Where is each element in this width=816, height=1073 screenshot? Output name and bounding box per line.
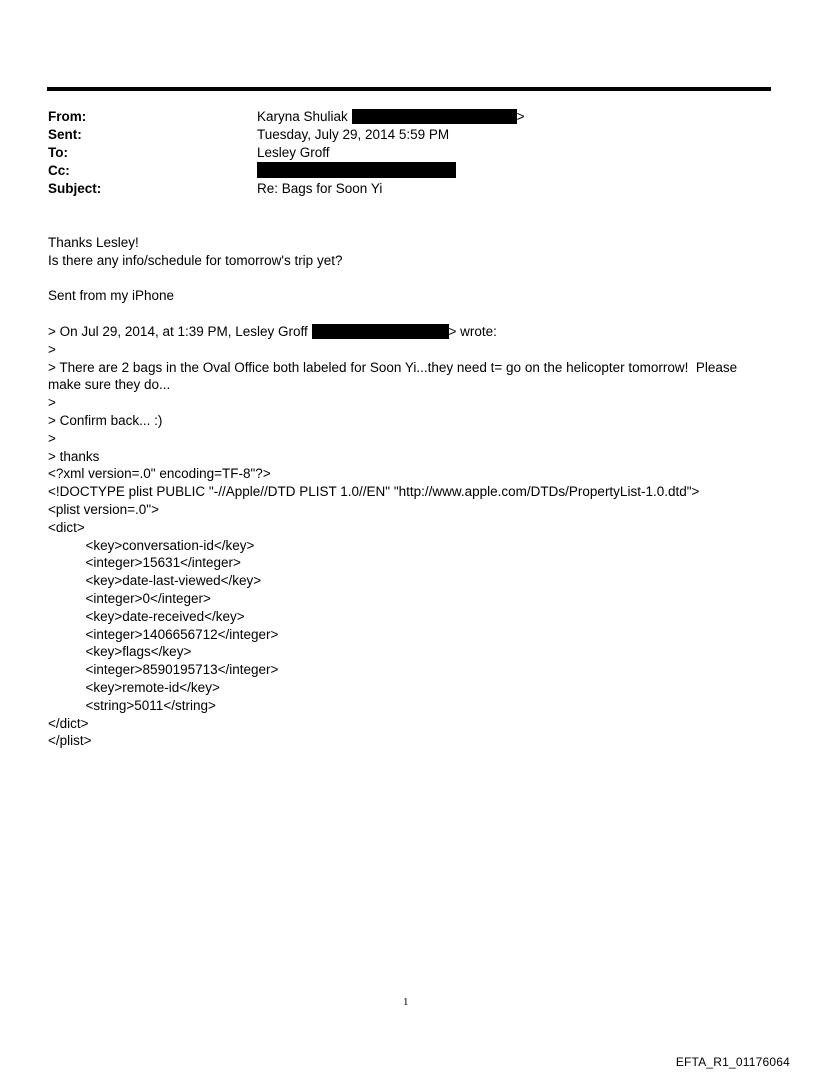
from-label: From: xyxy=(48,109,87,124)
from-value xyxy=(257,108,524,126)
quote-line: > xyxy=(48,430,56,446)
subject-row xyxy=(48,180,768,198)
signature: Sent from my iPhone xyxy=(48,288,175,304)
sent-label: Sent: xyxy=(48,127,82,142)
greeting: Thanks Lesley! xyxy=(48,235,139,250)
xml-line: </dict> xyxy=(48,715,89,731)
quote-line: > xyxy=(48,395,56,411)
question: Is there any info/schedule for tomorrow's trip yet? xyxy=(48,252,343,268)
blank-line xyxy=(48,270,768,288)
quote-intro-suffix: > wrote: xyxy=(448,323,497,339)
from-name: Karyna Shuliak xyxy=(257,109,348,124)
page-number: 1 xyxy=(403,996,409,1008)
subject-label: Subject: xyxy=(48,181,102,196)
from-row xyxy=(48,108,768,126)
quote-line: > Confirm back... :) xyxy=(48,412,163,428)
to-label: To: xyxy=(48,145,68,160)
quote-line: > xyxy=(48,341,56,357)
xml-line: <integer>15631</integer> xyxy=(48,555,241,571)
sent-value: Tuesday, July 29, 2014 5:59 PM xyxy=(257,127,450,142)
xml-line: <key>remote-id</key> xyxy=(48,679,220,695)
xml-line: <key>date-last-viewed</key> xyxy=(48,573,262,589)
email-header xyxy=(48,108,768,198)
to-value: Lesley Groff xyxy=(257,145,330,160)
sent-row xyxy=(48,126,768,144)
cc-label: Cc: xyxy=(48,163,70,178)
xml-line: <dict> xyxy=(48,519,85,535)
redaction-block xyxy=(257,162,456,178)
xml-line: <key>conversation-id</key> xyxy=(48,537,255,553)
quote-intro-prefix: > On Jul 29, 2014, at 1:39 PM, Lesley Groff xyxy=(48,323,312,339)
email-body xyxy=(48,234,768,750)
from-suffix: > xyxy=(516,109,525,124)
quote-line: > thanks xyxy=(48,448,100,464)
redaction-block xyxy=(312,324,449,339)
xml-line: <key>flags</key> xyxy=(48,644,192,660)
xml-line: <plist version=.0"> xyxy=(48,501,159,517)
xml-line: <!DOCTYPE plist PUBLIC "-//Apple//DTD PLIST 1.0//EN" "http://www.apple.com/DTDs/PropertyList-1.0.dtd"> xyxy=(48,484,700,500)
header-rule xyxy=(47,87,771,91)
xml-line: <integer>0</integer> xyxy=(48,590,211,606)
quote-intro xyxy=(48,323,768,341)
blank-line xyxy=(48,305,768,323)
xml-line: <integer>1406656712</integer> xyxy=(48,626,279,642)
xml-line: </plist> xyxy=(48,733,92,749)
xml-line: <?xml version=.0" encoding=TF-8"?> xyxy=(48,466,271,482)
cc-value xyxy=(257,162,456,180)
cc-row xyxy=(48,162,768,180)
xml-line: <key>date-received</key> xyxy=(48,608,245,624)
bates-stamp: EFTA_R1_01176064 xyxy=(675,1055,790,1069)
subject-value: Re: Bags for Soon Yi xyxy=(257,181,383,196)
xml-line: <integer>8590195713</integer> xyxy=(48,662,279,678)
redaction-block xyxy=(352,109,517,124)
xml-line: <string>5011</string> xyxy=(48,697,216,713)
quote-line: > There are 2 bags in the Oval Office both labeled for Soon Yi...they need t= go on the helicopter tomorrow! Please make sure they do... xyxy=(48,359,741,393)
to-row xyxy=(48,144,768,162)
